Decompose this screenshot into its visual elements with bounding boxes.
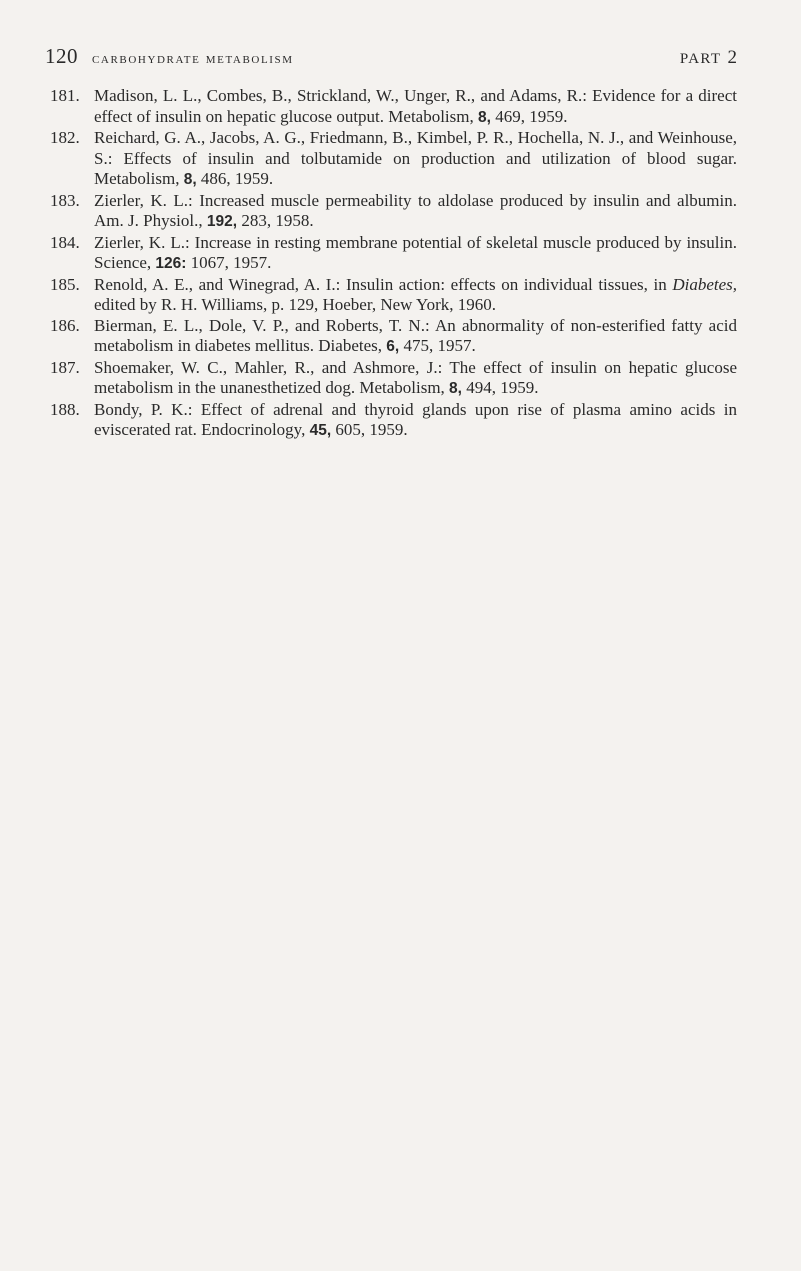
reference-number: 187. <box>50 357 80 377</box>
reference-text: Shoemaker, W. C., Mahler, R., and Ashmore, J.: The effect of insulin on hepatic glucose metabolism in the unanesthetized dog. Metabolism, <box>94 357 737 397</box>
reference-volume: 8, <box>183 171 197 188</box>
reference-volume: 126: <box>155 255 187 272</box>
reference-number: 185. <box>50 274 80 294</box>
reference-item <box>45 128 737 191</box>
reference-text: Renold, A. E., and Winegrad, A. I.: Insulin action: effects on individual tissues, in <box>94 274 667 294</box>
reference-item <box>45 191 737 233</box>
reference-pages-year: 605, 1959. <box>335 420 408 439</box>
reference-pages-year: 283, 1958. <box>241 211 314 230</box>
reference-number: 183. <box>50 190 80 210</box>
reference-item <box>45 316 737 358</box>
part-label: PART <box>679 51 722 67</box>
reference-text: Bondy, P. K.: Effect of adrenal and thyroid glands upon rise of plasma amino acids in eviscerated rat. Endocrinology, <box>94 399 737 439</box>
reference-text: Reichard, G. A., Jacobs, A. G., Friedmann, B., Kimbel, P. R., Hochella, N. J., and Weinhouse, S.: Effects of insulin and tolbutamide on production and utilization of blood sugar. Metabolism, <box>94 128 737 188</box>
reference-volume: 8, <box>478 108 491 126</box>
page-number: 120 <box>45 44 78 68</box>
reference-volume: 6, <box>386 338 400 355</box>
part-number: 2 <box>727 47 737 68</box>
reference-item <box>45 233 737 275</box>
reference-book-title: Diabetes, <box>672 274 738 294</box>
running-head <box>45 44 737 74</box>
reference-list <box>45 86 737 442</box>
reference-volume: 192, <box>206 213 238 230</box>
reference-number: 181. <box>50 86 80 105</box>
reference-pages-year: 1067, 1957. <box>190 253 272 272</box>
reference-text: Zierler, K. L.: Increased muscle permeability to aldolase produced by insulin and albumin. Am. J. Physiol., <box>94 190 737 230</box>
reference-text: Bierman, E. L., Dole, V. P., and Roberts, T. N.: An abnormality of non-esterified fatty acid metabolism in diabetes mellitus. Diabetes, <box>94 315 737 355</box>
reference-volume: 8, <box>449 380 462 397</box>
reference-number: 188. <box>50 399 80 419</box>
reference-item <box>45 358 737 400</box>
reference-text: Zierler, K. L.: Increase in resting membrane potential of skeletal muscle produced by insulin. Science, <box>94 232 737 272</box>
reference-item <box>45 400 737 442</box>
reference-number: 184. <box>50 232 80 252</box>
part-indicator <box>680 47 737 69</box>
running-title: carbohydrate metabolism <box>92 51 294 67</box>
reference-volume: 45, <box>309 422 332 439</box>
reference-pages-year: 469, 1959. <box>495 106 568 126</box>
reference-pages-year: edited by R. H. Williams, p. 129, Hoeber, New York, 1960. <box>94 295 497 314</box>
reference-item <box>45 275 737 316</box>
reference-number: 186. <box>50 315 80 335</box>
reference-pages-year: 475, 1957. <box>403 336 476 355</box>
reference-pages-year: 494, 1959. <box>466 378 539 397</box>
reference-pages-year: 486, 1959. <box>200 169 274 188</box>
reference-text: Madison, L. L., Combes, B., Strickland, W., Unger, R., and Adams, R.: Evidence for a direct effect of insulin on hepatic glucose output. Metabolism, <box>94 86 737 126</box>
reference-item <box>45 86 737 128</box>
reference-number: 182. <box>50 128 80 147</box>
